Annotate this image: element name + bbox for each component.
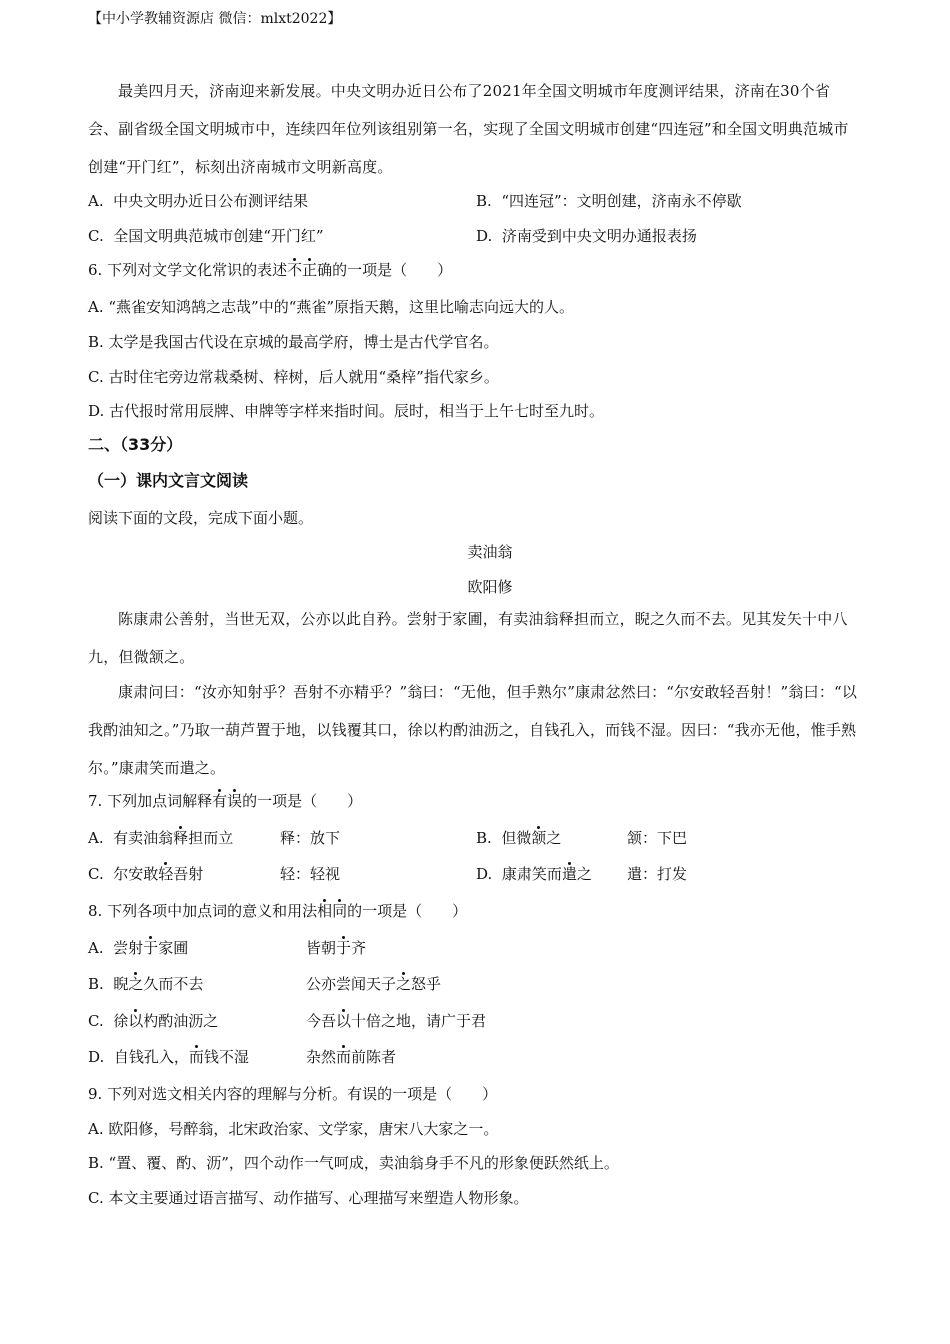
article-title: 卖油翁 xyxy=(467,543,513,561)
emphasis-dot: 于 xyxy=(143,939,159,957)
q9-stem: 9. 下列对选文相关内容的理解与分析。有误的一项是（ ） xyxy=(88,1085,498,1103)
q7-gloss-a: 释：放下 xyxy=(280,829,341,847)
q7-option-c: C. 尔安敢轻吾射 xyxy=(88,865,204,883)
reading-instruction: 阅读下面的文段，完成下面小题。 xyxy=(88,509,314,527)
emphasis-dot: 释 xyxy=(173,829,189,847)
emphasis-dot: 于 xyxy=(336,939,352,957)
emphasis-dot: 正 xyxy=(302,261,318,279)
q6-option-a: A. “燕雀安知鸿鹄之志哉”中的“燕雀”原指天鹅，这里比喻志向远大的人。 xyxy=(88,298,575,316)
q8-option-c-right: 今吾以十倍之地，请广于君 xyxy=(306,1012,487,1030)
q9-option-c: C. 本文主要通过语言描写、动作描写、心理描写来塑造人物形象。 xyxy=(88,1189,529,1207)
q7-option-b: B. 但微颔之 xyxy=(476,829,562,847)
q6-option-c: C. 古时住宅旁边常栽桑树、梓树，后人就用“桑梓”指代家乡。 xyxy=(88,368,499,386)
emphasis-dot: 遣 xyxy=(561,865,577,883)
intro-option-c: C. 全国文明典范城市创建“开门红” xyxy=(88,227,324,245)
section-title: 二、（33分） xyxy=(88,435,183,454)
emphasis-dot: 同 xyxy=(332,902,348,920)
q7-gloss-c: 轻：轻视 xyxy=(280,865,341,883)
intro-option-b: B. “四连冠”：文明创建，济南永不停歇 xyxy=(476,192,742,210)
emphasis-dot: 之 xyxy=(396,975,412,993)
section-subtitle: （一）课内文言文阅读 xyxy=(88,471,249,490)
q6-option-d: D. 古代报时常用辰牌、申牌等字样来指时间。辰时，相当于上午七时至九时。 xyxy=(88,402,605,420)
intro-option-d: D. 济南受到中央文明办通报表扬 xyxy=(476,227,697,245)
q8-option-d-right: 杂然而前陈者 xyxy=(306,1048,397,1066)
article-paragraph-1: 陈康肃公善射，当世无双，公亦以此自矜。尝射于家圃，有卖油翁释担而立，睨之久而不去。见其发矢十中八九，但微颔之。 xyxy=(88,610,848,666)
emphasis-dot: 轻 xyxy=(158,865,174,883)
q8-stem: 8. 下列各项中加点词的意义和用法相同的一项是（ ） xyxy=(88,902,468,920)
q8-option-b-right: 公亦尝闻天子之怒乎 xyxy=(306,975,442,993)
q9-option-a: A. 欧阳修，号醉翁，北宋政治家、文学家，唐宋八大家之一。 xyxy=(88,1120,499,1138)
emphasis-dot: 误 xyxy=(227,792,243,810)
q7-gloss-d: 遣：打发 xyxy=(627,865,688,883)
q7-option-a: A. 有卖油翁释担而立 xyxy=(88,829,234,847)
q7-stem: 7. 下列加点词解释有误的一项是（ ） xyxy=(88,792,363,810)
q8-option-a-left: A. 尝射于家圃 xyxy=(88,939,189,957)
article-author: 欧阳修 xyxy=(467,578,513,596)
q9-option-b: B. “置、覆、酌、沥”，四个动作一气呵成，卖油翁身手不凡的形象便跃然纸上。 xyxy=(88,1154,619,1172)
q8-option-b-left: B. 睨之久而不去 xyxy=(88,975,204,993)
emphasis-dot: 以 xyxy=(336,1012,352,1030)
emphasis-dot: 而 xyxy=(336,1048,352,1066)
article-paragraph-2: 康肃问曰：“汝亦知射乎？吾射不亦精乎？”翁曰：“无他，但手熟尔”康肃忿然曰：“尔安敢轻吾射！”翁曰：“以我酌油知之。”乃取一葫芦置于地，以钱覆其口，徐以杓酌油沥之，自钱孔入，而钱不湿。因曰：“我亦无他，惟手熟尔。”康肃笑而遣之。 xyxy=(88,683,858,777)
watermark-header: 【中小学教辅资源店 微信：mlxt2022】 xyxy=(88,11,342,27)
q6-option-b: B. 太学是我国古代设在京城的最高学府，博士是古代学官名。 xyxy=(88,333,499,351)
q7-gloss-b: 颔：下巴 xyxy=(627,829,688,847)
intro-paragraph: 最美四月天，济南迎来新发展。中央文明办近日公布了2021年全国文明城市年度测评结果，济南在30个省会、副省级全国文明城市中，连续四年位列该组别第一名，实现了全国文明城市创建“四连冠”和全国文明典范城市创建“开门红”，标刻出济南城市文明新高度。 xyxy=(88,82,849,176)
q8-option-a-right: 皆朝于齐 xyxy=(306,939,367,957)
emphasis-dot: 不 xyxy=(287,261,303,279)
intro-option-a: A. 中央文明办近日公布测评结果 xyxy=(88,192,309,210)
q8-option-c-left: C. 徐以杓酌油沥之 xyxy=(88,1012,219,1030)
emphasis-dot: 颔 xyxy=(531,829,547,847)
emphasis-dot: 而 xyxy=(188,1048,204,1066)
q8-option-d-left: D. 自钱孔入，而钱不湿 xyxy=(88,1048,249,1066)
emphasis-dot: 以 xyxy=(128,1012,144,1030)
q7-option-d: D. 康肃笑而遣之 xyxy=(476,865,592,883)
q6-stem: 6. 下列对文学文化常识的表述不正确的一项是（ ） xyxy=(88,261,453,279)
emphasis-dot: 之 xyxy=(128,975,144,993)
emphasis-dot: 有 xyxy=(212,792,228,810)
emphasis-dot: 相 xyxy=(317,902,333,920)
